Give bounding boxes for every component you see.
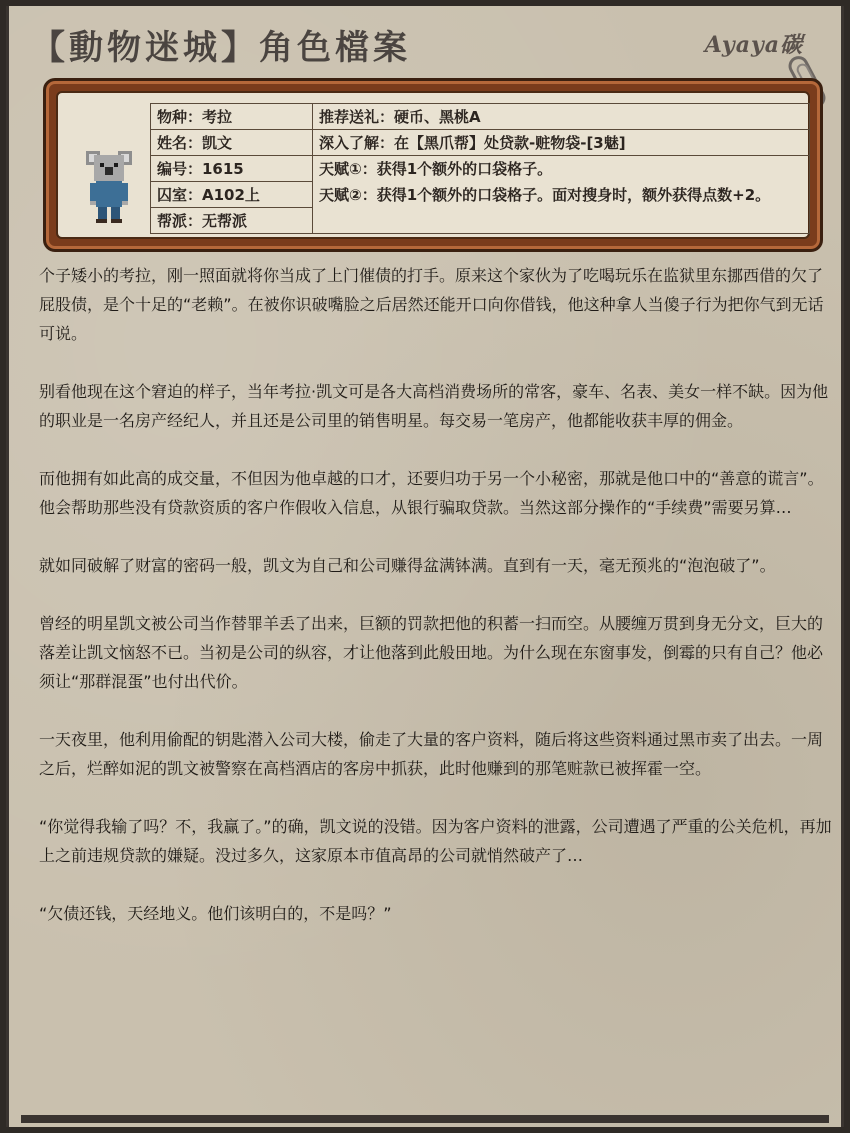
profile-card-inner [56,91,810,239]
bottom-border [21,1115,829,1123]
gift-cell: 推荐送礼：硬币、黑桃A [313,104,810,130]
profile-card [43,78,823,252]
species-cell: 物种：考拉 [151,104,313,130]
paragraph: 而他拥有如此高的成交量，不但因为他卓越的口才，还要归功于另一个小秘密，那就是他口中的“善意的谎言”。他会帮助那些没有贷款资质的客户作假收入信息，从银行骗取贷款。当然这部分操作的“手续费”需要另算… [39,469,824,517]
talent-2: 天赋②：获得1个额外的口袋格子。面对搜身时，额外获得点数+2。 [319,186,771,204]
document-page [6,6,844,1127]
talent-1: 天赋①：获得1个额外的口袋格子。 [319,160,553,178]
paragraph: 就如同破解了财富的密码一般，凯文为自己和公司赚得盆满钵满。直到有一天，毫无预兆的“泡泡破了”。 [39,556,776,575]
gang-cell: 帮派：无帮派 [151,208,313,234]
paragraph: “欠债还钱，天经地义。他们该明白的，不是吗？” [39,904,392,923]
page-title: 【動物迷城】角色檔案 [31,28,411,68]
cell-cell: 囚室：A102上 [151,182,313,208]
profile-table [150,103,810,234]
paragraph: 曾经的明星凯文被公司当作替罪羊丢了出来，巨额的罚款把他的积蓄一扫而空。从腰缠万贯到身无分文，巨大的落差让凯文恼怒不已。当初是公司的纵容，才让他落到此般田地。为什么现在东窗事发，倒霉的只有自己？他必须让“那群混蛋”也付出代价。 [39,614,824,691]
paragraph: 一天夜里，他利用偷配的钥匙潜入公司大楼，偷走了大量的客户资料，随后将这些资料通过黑市卖了出去。一周之后，烂醉如泥的凯文被警察在高档酒店的客房中抓获，此时他赚到的那笔赃款已被挥霍一空。 [39,730,824,778]
name-cell: 姓名：凯文 [151,130,313,156]
paragraph: “你觉得我输了吗？不，我赢了。”的确，凯文说的没错。因为客户资料的泄露，公司遭遇了严重的公关危机，再加上之前违规贷款的嫌疑。没过多久，这家原本市值高昂的公司就悄然破产了… [39,817,832,865]
koala-sprite-icon [84,145,134,225]
logo: Ayaya碳 [704,32,803,58]
deep-cell: 深入了解：在【黑爪帮】处贷款-赃物袋-[3魅] [313,130,810,156]
story-body [39,261,835,957]
number-cell: 编号：1615 [151,156,313,182]
talents-cell [313,156,810,234]
paragraph: 个子矮小的考拉，刚一照面就将你当成了上门催债的打手。原来这个家伙为了吃喝玩乐在监狱里东挪西借的欠了屁股债，是个十足的“老赖”。在被你识破嘴脸之后居然还能开口向你借钱，他这种拿人当傻子行为把你气到无话可说。 [39,266,824,343]
paragraph: 别看他现在这个窘迫的样子，当年考拉·凯文可是各大高档消费场所的常客，豪车、名表、美女一样不缺。因为他的职业是一名房产经纪人，并且还是公司里的销售明星。每交易一笔房产，他都能收获丰厚的佣金。 [39,382,829,430]
